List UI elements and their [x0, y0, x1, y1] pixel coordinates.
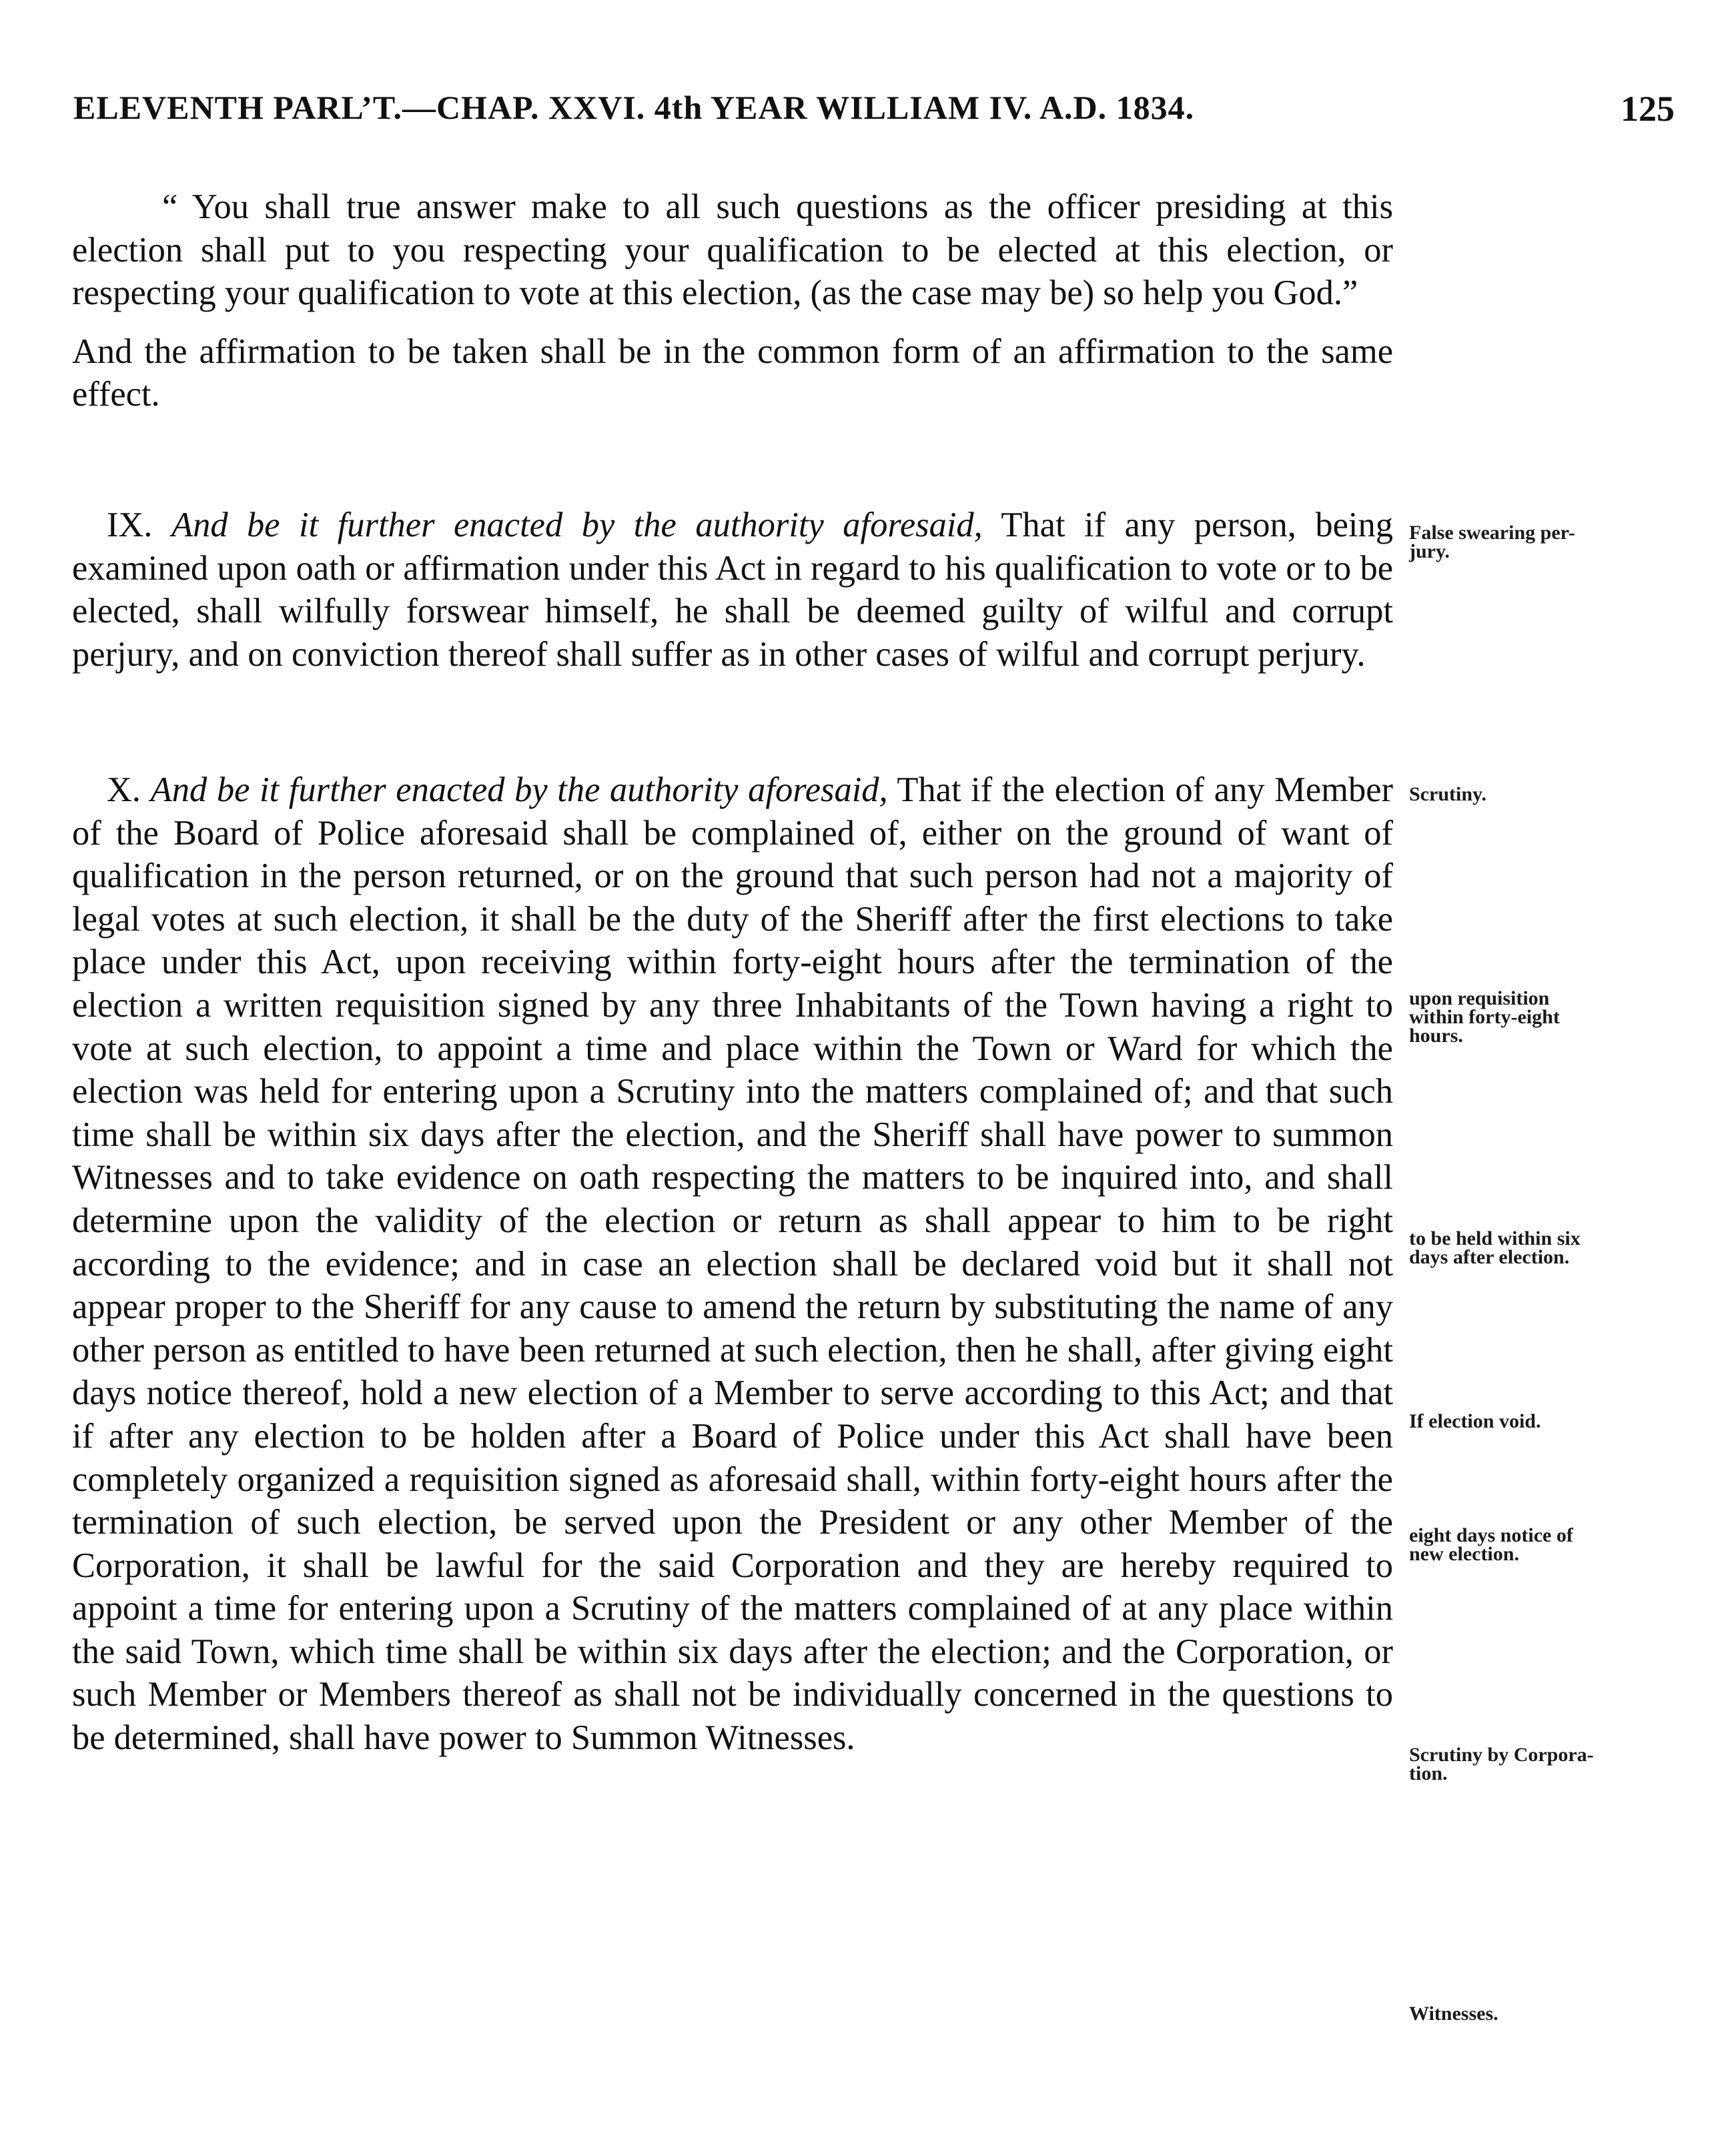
section-text: That if the election of any Member of the Board of Police aforesaid shall be complained of, either on the ground of want of qualification in the person returned, or on the ground that such person had not a majority of legal votes at such election, it shall be the duty of the Sheriff after the first elections to take place under this Act, upon receiving within forty-eight hours after the termination of the election a written requisition signed by any three Inhabitants of the Town having a right to vote at such election, to appoint a time and place within the Town or Ward for which the election was held for entering upon a Scrutiny into the matters complained of; and that such time shall be within six days after the election, and the Sheriff shall have power to summon Witnesses and to take evidence on oath respecting the matters to be inquired into, and shall determine upon the validity of the election or return as shall appear to him to be right according to the evidence; and in case an election shall be declared void but it shall not appear proper to the Sheriff for any cause to amend the return by substituting the name of any other person as entitled to have been returned at such election, then he shall, after giving eight days notice thereof, hold a new election of a Member to serve according to this Act; and that if after any election to be holden after a Board of Police under this Act shall have been completely organized a requisition signed as aforesaid shall, within forty-eight hours after the termination of such election, be served upon the President or any other Member of the Corporation, it shall be lawful for the said Corporation and they are hereby required to appoint a time for entering upon a Scrutiny of the matters complained of at any place within the said Town, which time shall be within six days after the election; and the Corporation, or such Member or Members thereof as shall not be individually concerned in the questions to be determined, shall have power to Summon Witnesses. [72, 770, 1394, 1758]
margin-note-new-election: eight days notice of new election. [1409, 1524, 1573, 1565]
header-title: ELEVENTH PARL’T.—CHAP. XXVI. 4th YEAR WILLIAM IV. A.D. 1834. [73, 89, 1195, 126]
section-text: That if any person, being examined upon oath or affirmation under this Act in regard to his qualification to vote or to be elected, shall wilfully forswear himself, he shall be deemed guilty of wilful and corrupt perjury, and on conviction thereof shall suffer as in other cases of wilful and corrupt perjury. [72, 506, 1393, 674]
section-number: X. [107, 770, 141, 809]
section-ix [72, 504, 1393, 676]
margin-note-election-void: If election void. [1409, 1410, 1541, 1432]
oath-paragraph: “ You shall true answer make to all such questions as the officer presiding at this election shall put to you respecting your qualification to be elected at this election, or respecting your qualification to vote at this election, (as the case may be) so help you God.” [72, 187, 1393, 313]
margin-note-scrutiny: Scrutiny. [1409, 783, 1486, 805]
oath-block [72, 185, 1393, 416]
margin-note-six-days: to be held within six days after election. [1409, 1227, 1581, 1268]
section-ix-paragraph [72, 504, 1393, 676]
section-x [72, 768, 1393, 1760]
enacting-clause: And be it further enacted by the authority aforesaid, [171, 506, 983, 544]
margin-note-false-swearing: False swearing per- jury. [1409, 522, 1575, 562]
running-header [73, 88, 1675, 148]
affirmation-paragraph: And the affirmation to be taken shall be in the common form of an affirmation to the same effect. [72, 332, 1393, 414]
margin-note-witnesses: Witnesses. [1409, 2003, 1498, 2025]
section-number: IX. [107, 506, 153, 544]
page-number: 125 [1621, 89, 1675, 129]
section-x-paragraph [72, 768, 1393, 1760]
margin-note-corporation-scrutiny: Scrutiny by Corpora- tion. [1409, 1744, 1594, 1784]
enacting-clause: And be it further enacted by the authority aforesaid, [150, 770, 888, 809]
margin-note-requisition: upon requisition within forty-eight hours. [1409, 987, 1560, 1047]
